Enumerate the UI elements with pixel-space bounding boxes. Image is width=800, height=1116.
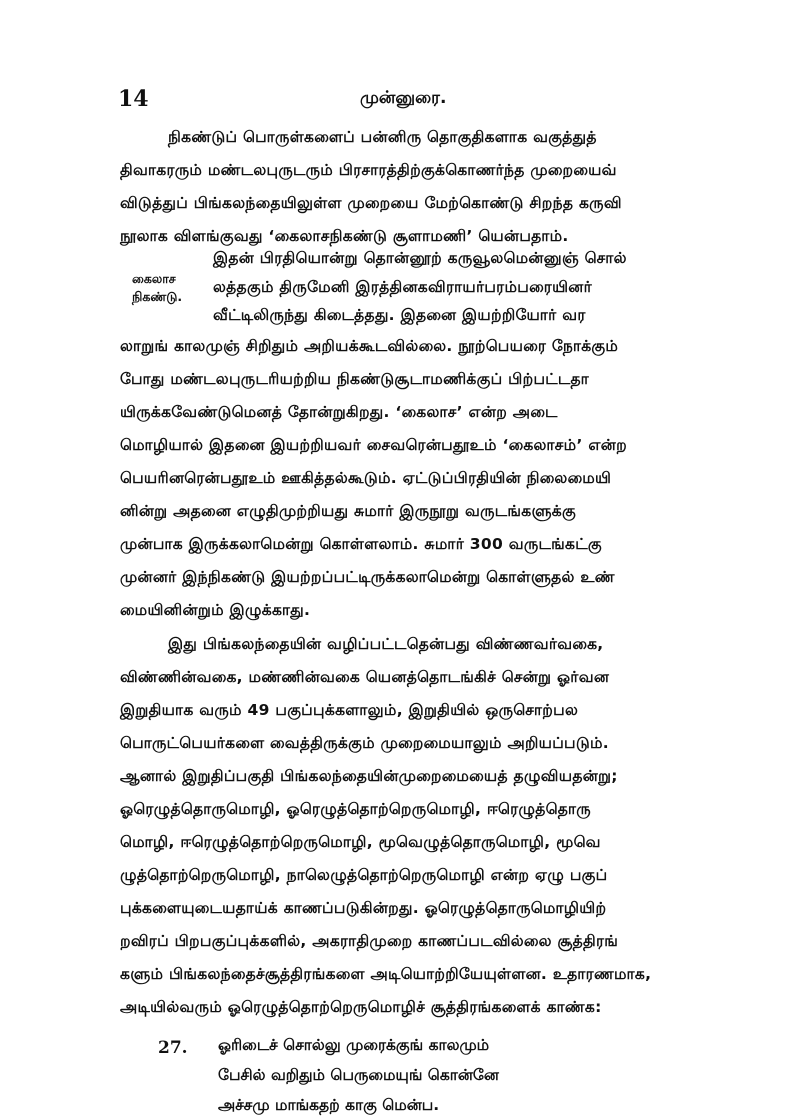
text-line: புக்களையுடையதாய்க் காணப்படுகின்றது. ஓரெழுத்தொருமொழியிற் xyxy=(120,899,607,917)
text-line: களும் பிங்கலந்தைச்சூத்திரங்களை அடியொற்றியேயுள்ளன. உதாரணமாக, xyxy=(120,965,652,983)
text-line: முன்னர் இந்நிகண்டு இயற்றப்பட்டிருக்கலாமென்று கொள்ளுதல் உண் xyxy=(120,568,615,586)
text-line: ஆனால் இறுதிப்பகுதி பிங்கலந்தையின்முறைமையைத் தழுவியதன்று; xyxy=(120,767,618,785)
text-line: ழுத்தொற்றெருமொழி, நாலெழுத்தொற்றெருமொழி என்ற ஏழு பகுப் xyxy=(120,866,608,884)
margin-note-line: நிகண்டு. xyxy=(132,289,183,304)
text-line: நூலாக விளங்குவது ‘கைலாசநிகண்டு சூளாமணி’ யென்பதாம். xyxy=(120,227,569,245)
margin-note xyxy=(132,270,182,306)
text-line: முன்பாக இருக்கலாமென்று கொள்ளலாம். சுமார் 300 வருடங்கட்கு xyxy=(120,535,602,553)
text-line: அடியில்வரும் ஓரெழுத்தொற்றெருமொழிச் சூத்திரங்களைக் காண்க: xyxy=(120,998,602,1016)
text-line: இது பிங்கலந்தையின் வழிப்பட்டதென்பது விண்ணவர்வகை, xyxy=(168,635,604,653)
text-line: லத்தகும் திருமேனி இரத்தினகவிராயர்பரம்பரையினர் xyxy=(213,278,593,296)
text-line: வீட்டிலிருந்து கிடைத்தது. இதனை இயற்றியோர் வர xyxy=(213,306,586,324)
text-line: இதன் பிரதியொன்று தொன்னூற் கருவூலமென்னுஞ் சொல் xyxy=(213,249,627,267)
text-line: விண்ணின்வகை, மண்ணின்வகை யெனத்தொடங்கிச் சென்று ஓர்வன xyxy=(120,668,610,686)
text-line: மொழி, ஈரெழுத்தொற்றெருமொழி, மூவெழுத்தொருமொழி, மூவெ xyxy=(120,833,601,851)
text-line: மையினின்றும் இழுக்காது. xyxy=(120,601,311,619)
text-line: போது மண்டலபுருடரியற்றிய நிகண்டுசூடாமணிக்குப் பிற்பட்டதா xyxy=(120,370,590,388)
text-line: நிகண்டுப் பொருள்களைப் பன்னிரு தொகுதிகளாக வகுத்துத் xyxy=(168,128,597,146)
text-line: பொருட்பெயர்களை வைத்திருக்கும் முறைமையாலும் அறியப்படும். xyxy=(120,734,609,752)
text-line: திவாகரரும் மண்டலபுருடரும் பிரசாரத்திற்குக்கொணர்ந்த முறையைவ் xyxy=(120,161,617,179)
text-line: பெயரினரென்பதூஉம் ஊகித்தல்கூடும். ஏட்டுப்பிரதியின் நிலைமையி xyxy=(120,469,612,487)
text-line: யிருக்கவேண்டுமெனத் தோன்றுகிறது. ‘கைலாச’ என்ற அடை xyxy=(120,403,558,421)
text-line: விடுத்துப் பிங்கலந்தையிலுள்ள முறையை மேற்கொண்டு சிறந்த கருவி xyxy=(120,194,622,212)
page-number: 14 xyxy=(118,86,149,112)
margin-note-line: கைலாச xyxy=(132,271,176,286)
text-line: ஓரெழுத்தொருமொழி, ஓரெழுத்தொற்றெருமொழி, ஈரெழுத்தொரு xyxy=(120,800,591,818)
text-line: லாறுங் காலமுஞ் சிறிதும் அறியக்கூடவில்லை. நூற்பெயரை நோக்கும் xyxy=(120,337,619,355)
text-line: இறுதியாக வரும் 49 பகுப்புக்களாலும், இறுதியில் ஒருசொற்பல xyxy=(120,701,579,719)
verse-line: ஓரிடைச் சொல்லு முரைக்குங் காலமும் xyxy=(218,1036,490,1054)
text-line: றவிரப் பிறபகுப்புக்களில், அகராதிமுறை காணப்படவில்லை சூத்திரங் xyxy=(120,932,619,950)
text-line: னின்று அதனை எழுதிமுற்றியது சுமார் இருநூறு வருடங்களுக்கு xyxy=(120,502,576,520)
text-line: மொழியால் இதனை இயற்றியவர் சைவரென்பதூஉம் ‘கைலாசம்’ என்ற xyxy=(120,436,627,454)
verse-number: 27. xyxy=(158,1038,188,1058)
running-head: முன்னுரை. xyxy=(360,88,447,108)
verse-line: அச்சமு மாங்கதற் காகு மென்ப. xyxy=(218,1096,440,1114)
verse-line: பேசில் வறிதும் பெருமையுங் கொன்னே xyxy=(218,1066,499,1084)
